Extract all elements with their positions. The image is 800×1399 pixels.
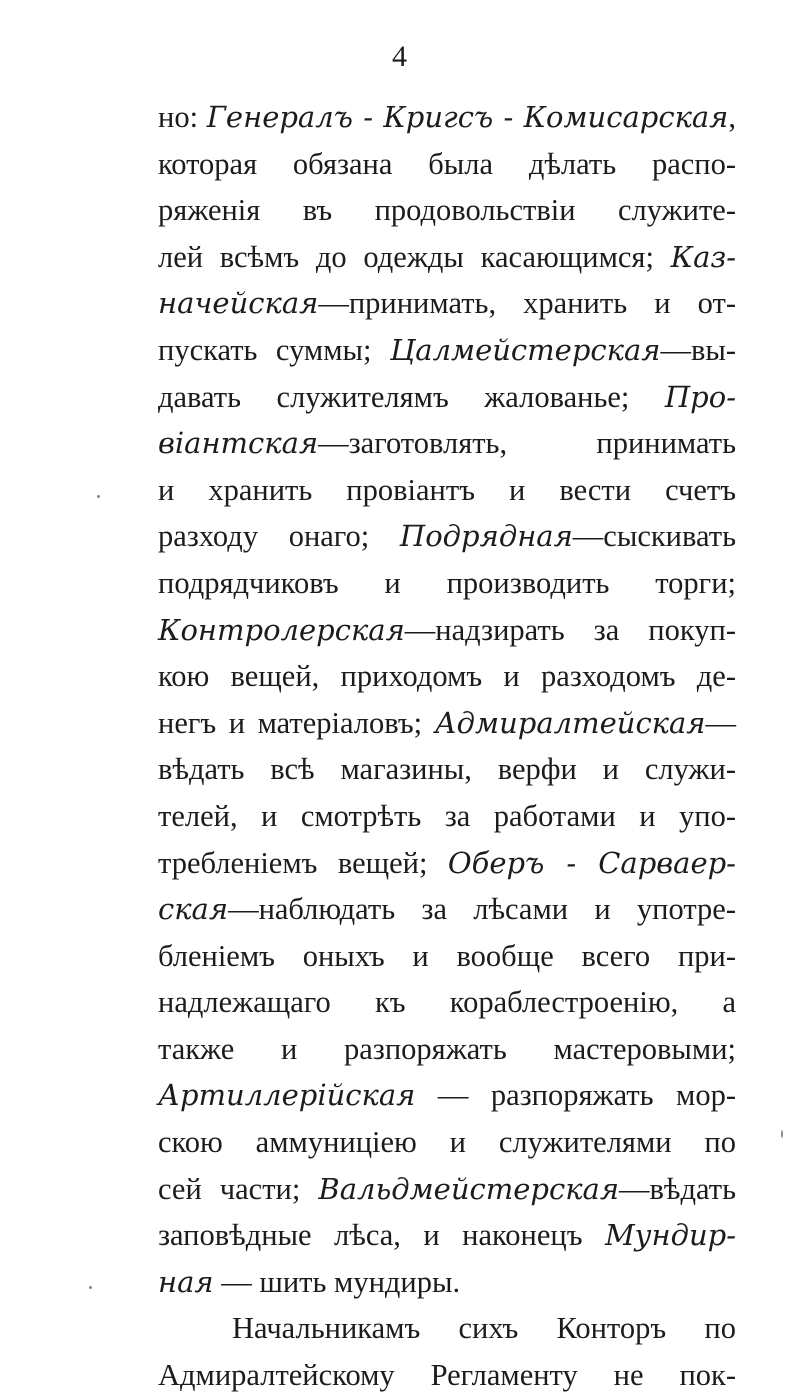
text-line [158,1305,736,1352]
text-line [158,280,736,327]
text-line [158,886,736,933]
text-run: , [728,100,736,134]
text-run: также и разпоряжать мастеровыми; [158,1031,736,1066]
text-run: —наблюдать за лѣсами и употре- [228,892,736,927]
italic-term: Контролерская [158,612,405,647]
paper-speck [97,495,100,498]
text-run: скою аммуниціею и служителями по [158,1125,736,1160]
text-line [158,1026,736,1073]
text-line [158,1072,736,1119]
text-line [158,607,736,654]
text-line [158,653,736,700]
text-run: —вѣдать [619,1171,736,1206]
italic-term: Адмиралтейская [434,705,706,740]
text-line [158,1352,736,1399]
text-run: вѣдать всѣ магазины, верфи и служи- [158,752,736,787]
italic-term: ская [158,892,229,927]
italic-term: Генералъ - Кригсъ - Комисарская [206,100,729,134]
text-run: давать служителямъ жалованье; [158,379,665,414]
text-line [158,234,736,281]
text-line [158,187,736,234]
text-line [158,1119,736,1166]
text-run: телей, и смотрѣть за работами и упо- [158,798,736,833]
text-line [158,467,736,514]
text-run: разходу онаго; [158,519,400,554]
italic-term: віантская [158,426,319,461]
text-line [158,793,736,840]
paper-speck [781,1130,783,1138]
text-line [158,374,736,421]
text-line [158,1212,736,1259]
text-line [158,560,736,607]
text-line [158,1166,736,1213]
italic-term: Мундир- [604,1218,736,1253]
text-run: заповѣдные лѣса, и наконецъ [158,1218,605,1253]
text-run: и хранить провіантъ и вести счетъ [158,472,736,507]
text-run: подрядчиковъ и производить торги; [158,565,736,600]
text-run: — шить мундиры. [213,1264,461,1299]
text-line [158,700,736,747]
text-run: требленіемъ вещей; [158,845,448,880]
text-line [158,1259,736,1306]
italic-term: Про- [664,379,736,414]
page-number: 4 [392,40,408,73]
italic-term: Подрядная [399,519,573,554]
italic-term: ная [158,1264,214,1299]
italic-term: Цалмейстерская [389,332,661,367]
text-line [158,513,736,560]
text-run: —сыскивать [572,519,736,554]
italic-term: Вальдмейстерская [318,1171,620,1206]
text-run: которая обязана была дѣлать распо- [158,146,736,181]
body-text [158,94,736,1399]
text-run: но: [158,100,207,134]
text-run: кою вещей, приходомъ и разходомъ де- [158,659,736,694]
paper-speck [89,1286,92,1289]
text-run: —надзирать за покуп- [404,612,736,647]
text-line [158,327,736,374]
text-line [158,94,736,141]
text-line [158,141,736,188]
italic-term: Артиллерійская [158,1078,416,1113]
italic-term: Каз- [670,239,736,274]
text-line [158,840,736,887]
text-run: надлежащаго къ кораблестроенію, а [158,985,736,1020]
text-run: пускать суммы; [158,332,390,367]
text-line [158,746,736,793]
text-run: —вы- [660,332,736,367]
text-run: бленіемъ оныхъ и вообще всего при- [158,938,736,973]
text-line [158,420,736,467]
text-run: —принимать, хранить и от- [318,286,736,321]
text-run: — [705,705,736,740]
text-run: негъ и матеріаловъ; [158,705,435,740]
text-run: Адмиралтейскому Регламенту не пок- [158,1358,736,1393]
italic-term: Оберъ - Сарваер- [447,845,736,880]
text-run: сей части; [158,1171,319,1206]
text-run: лей всѣмъ до одежды касающимся; [158,239,671,274]
italic-term: начейская [158,286,319,321]
text-line [158,933,736,980]
text-run: —заготовлять, принимать [318,426,736,461]
text-line [158,979,736,1026]
text-run: Начальникамъ сихъ Конторъ по [232,1311,736,1346]
text-run: — разпоряжать мор- [415,1078,736,1113]
text-run: ряженія въ продовольствіи служите- [158,193,736,228]
